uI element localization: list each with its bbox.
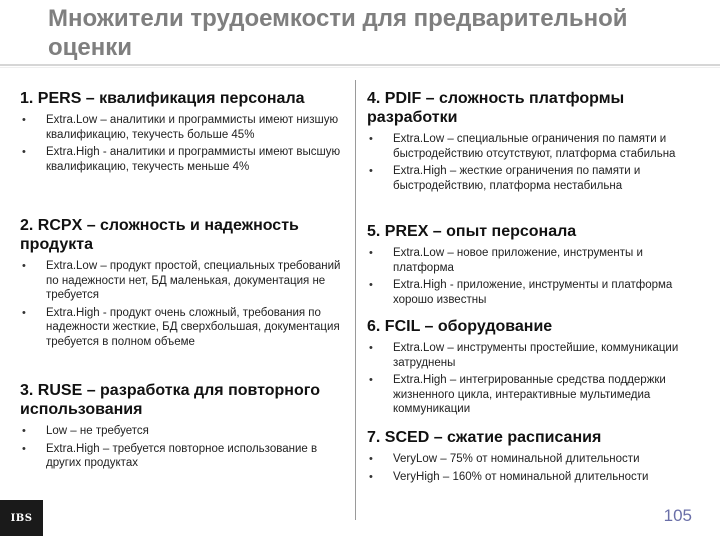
list-item — [20, 306, 350, 350]
bullet-text: VeryLow – 75% от номинальной длительности — [393, 453, 640, 465]
list-item — [20, 442, 350, 471]
section-ruse — [20, 381, 350, 474]
section-title: 6. FCIL – оборудование — [367, 318, 553, 335]
bullet-icon: • — [369, 165, 373, 177]
section-prex — [367, 222, 702, 310]
list-item — [367, 132, 702, 161]
list-item — [20, 113, 350, 142]
bullet-icon: • — [369, 342, 373, 354]
list-item — [367, 470, 702, 485]
bullet-icon: • — [22, 146, 26, 158]
bullet-icon: • — [369, 453, 373, 465]
page-number: 105 — [663, 506, 692, 525]
bullet-text: Extra.Low – аналитики и программисты имеют низшую квалификацию, текучесть больше 45% — [46, 114, 339, 141]
bullet-icon: • — [369, 374, 373, 386]
section-sced — [367, 428, 702, 487]
bullet-text: Extra.High - приложение, инструменты и платформа хорошо известны — [393, 279, 673, 306]
bullet-icon: • — [22, 114, 26, 126]
bullet-list — [367, 452, 702, 484]
bullet-text: Extra.Low – специальные ограничения по памяти и быстродействию отсутствуют, платформа стабильна — [393, 133, 676, 160]
bullet-text: Low – не требуется — [46, 425, 149, 437]
bullet-icon: • — [369, 470, 373, 483]
title-underline — [0, 64, 720, 66]
section-fcil — [367, 317, 702, 420]
section-pers — [20, 89, 350, 177]
bullet-text: Extra.High – жесткие ограничения по памяти и быстродействию, платформа нестабильна — [393, 165, 641, 192]
list-item — [367, 278, 702, 307]
list-item — [367, 246, 702, 275]
section-title: 7. SCED – сжатие расписания — [367, 429, 602, 446]
list-item — [20, 424, 350, 439]
bullet-text: VeryHigh – 160% от номинальной длительности — [393, 470, 649, 483]
page-title: Множители трудоемкости для предварительной оценки — [48, 5, 628, 61]
title-underline-shadow — [0, 67, 720, 68]
list-item — [367, 373, 702, 417]
list-item — [20, 259, 350, 303]
bullet-icon: • — [369, 279, 373, 291]
bullet-list — [20, 424, 350, 471]
list-item — [20, 145, 350, 174]
bullet-text: Extra.High – интегрированные средства поддержки жизненного цикла, интерактивные мультимедиа коммуникации — [393, 374, 666, 415]
section-title: 5. PREX – опыт персонала — [367, 223, 577, 240]
bullet-icon: • — [22, 306, 26, 319]
list-item — [367, 341, 702, 370]
bullet-icon: • — [369, 247, 373, 259]
bullet-list — [20, 259, 350, 349]
section-pdif — [367, 89, 702, 196]
bullet-icon: • — [22, 260, 26, 272]
section-title: 2. RCPX – сложность и надежность продукта — [20, 217, 299, 253]
bullet-icon: • — [22, 442, 26, 455]
bullet-list — [20, 113, 350, 174]
bullet-text: Extra.High - аналитики и программисты имеют высшую квалификацию, текучесть меньше 4% — [46, 146, 341, 173]
list-item — [367, 164, 702, 193]
bullet-text: Extra.High – требуется повторное использование в других продуктах — [46, 442, 318, 469]
column-divider — [355, 80, 356, 520]
ibs-logo: IBS — [0, 500, 43, 536]
bullet-list — [367, 246, 702, 307]
bullet-text: Extra.Low – новое приложение, инструменты и платформа — [393, 247, 643, 274]
bullet-list — [367, 132, 702, 193]
bullet-text: Extra.Low – продукт простой, специальных требований по надежности нет, БД маленькая, документация не требуется — [46, 260, 341, 301]
section-title: 4. PDIF – сложность платформы разработки — [367, 90, 625, 126]
section-title: 1. PERS – квалификация персонала — [20, 90, 305, 107]
bullet-list — [367, 341, 702, 417]
section-title: 3. RUSE – разработка для повторного использования — [20, 382, 320, 418]
section-rcpx — [20, 216, 350, 352]
list-item — [367, 452, 702, 467]
bullet-icon: • — [369, 133, 373, 145]
bullet-icon: • — [22, 425, 26, 437]
bullet-text: Extra.High - продукт очень сложный, требования по надежности жесткие, БД сверхбольшая, документация требуется в полном объеме — [46, 306, 340, 348]
bullet-text: Extra.Low – инструменты простейшие, коммуникации затруднены — [393, 342, 679, 369]
